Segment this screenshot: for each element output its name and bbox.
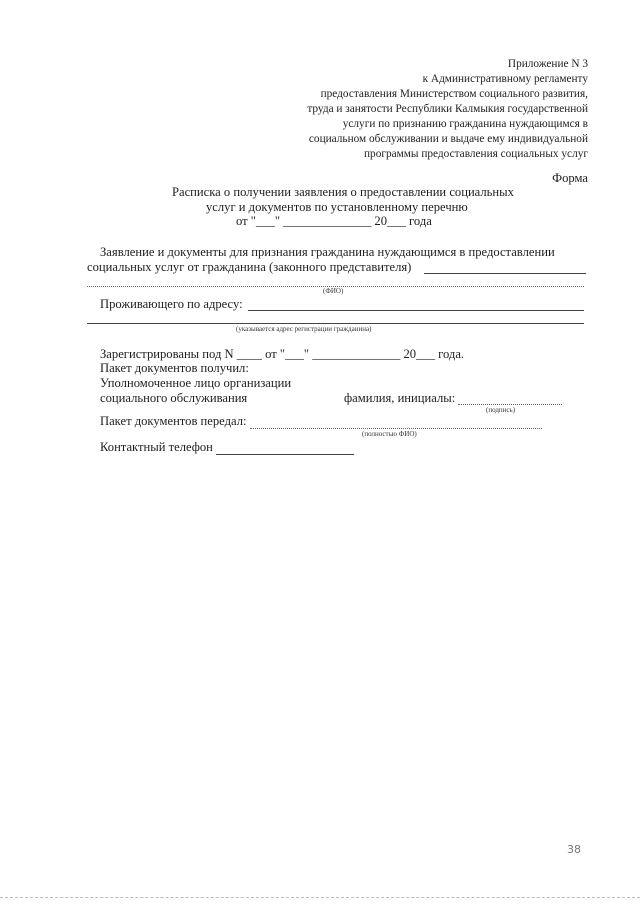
application-text-line2: социальных услуг от гражданина (законного представителя) xyxy=(87,260,412,274)
header-line7: программы предоставления социальных услуг xyxy=(364,148,588,160)
receipt-title-line2: услуг и документов по установленному перечню xyxy=(206,200,468,214)
header-line6: социальном обслуживании и выдаче ему индивидуальной xyxy=(308,133,588,145)
transferred-name-field[interactable] xyxy=(250,428,542,429)
receipt-title: Расписка о получении заявления о предоставлении социальных xyxy=(172,185,514,199)
authorized-person-label: Уполномоченное лицо организации xyxy=(100,376,292,390)
received-label: Пакет документов получил: xyxy=(100,361,249,375)
registration-line: Зарегистрированы под N ____ от "___" ______________ 20___ года. xyxy=(100,347,465,361)
header-appendix-number: Приложение N 3 xyxy=(507,58,588,70)
transferred-label: Пакет документов передал: xyxy=(100,414,247,428)
form-label: Форма xyxy=(552,171,588,185)
surname-signature-field[interactable] xyxy=(458,404,562,405)
scan-edge-line xyxy=(0,897,640,898)
page-number: 38 xyxy=(567,843,581,856)
address-label: Проживающего по адресу: xyxy=(100,297,243,311)
header-line3: предоставления Министерством социального развития, xyxy=(320,88,588,100)
full-name-caption: (полностью ФИО) xyxy=(362,430,417,438)
fio-caption: (ФИО) xyxy=(323,287,344,295)
header-line4: труда и занятости Республики Калмыкия государственной xyxy=(307,103,588,115)
phone-label: Контактный телефон xyxy=(100,440,213,454)
surname-label: фамилия, инициалы: xyxy=(344,391,456,405)
application-text: Заявление и документы для признания гражданина нуждающимся в предоставлении xyxy=(100,245,555,259)
address-field-continued[interactable] xyxy=(87,323,584,324)
applicant-name-field[interactable] xyxy=(424,273,586,274)
header-line5: услуги по признанию гражданина нуждающимся в xyxy=(342,118,588,130)
address-caption: (указывается адрес регистрации гражданина) xyxy=(236,325,372,333)
header-regulation: к Административному регламенту xyxy=(422,73,588,85)
authorized-person-label-line2: социального обслуживания xyxy=(100,391,248,405)
receipt-date-line: от "___" ______________ 20___ года xyxy=(236,214,432,228)
phone-field[interactable] xyxy=(216,454,354,455)
address-field[interactable] xyxy=(248,310,584,311)
signature-caption: (подпись) xyxy=(486,406,516,414)
